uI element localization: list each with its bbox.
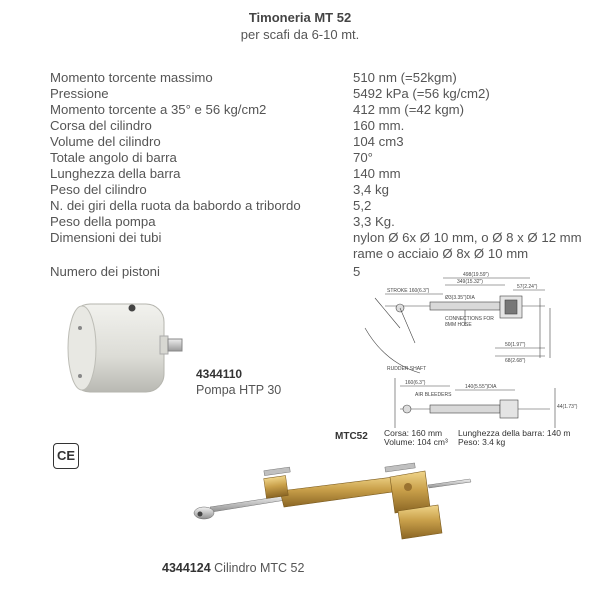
cylinder-name: Cilindro MTC 52 <box>214 561 305 575</box>
dim-height-bottom: 44(1.73") <box>557 404 578 410</box>
spec-value: 3,3 Kg. <box>353 214 395 229</box>
dim-body: 349(15.32") <box>457 279 483 285</box>
spec-row-wheel-turns <box>50 198 595 214</box>
dim-overall: 498(19.59") <box>463 272 489 278</box>
spec-value: 3,4 kg <box>353 182 389 197</box>
spec-value: 104 cm3 <box>353 134 404 149</box>
dim-height-2: 68(2.68") <box>505 358 526 364</box>
note-rudder-shaft: RUDDER SHAFT <box>387 366 427 372</box>
pump-name: Pompa HTP 30 <box>196 383 282 397</box>
spec-value: 160 mm. <box>353 118 405 133</box>
spec-table <box>50 70 595 280</box>
spec-row-tiller-length <box>50 166 595 182</box>
pump-code: 4344110 <box>196 367 243 381</box>
spec-row-pump-weight <box>50 214 595 230</box>
cylinder-image <box>180 455 480 555</box>
spec-row-pressure <box>50 86 595 102</box>
cylinder-code: 4344124 <box>162 561 211 575</box>
spec-label: Numero dei pistoni <box>50 264 160 279</box>
cylinder-caption <box>162 561 304 575</box>
dim-stroke: STROKE 160(6.3") <box>387 288 430 294</box>
spec-row-stroke <box>50 118 595 134</box>
spec-value: 5 <box>353 264 361 279</box>
spec-label: Corsa del cilindro <box>50 118 152 133</box>
page-subtitle: per scafi da 6-10 mt. <box>240 27 360 42</box>
diagram-model-label: MTC52 <box>335 431 368 442</box>
page-title: Timoneria MT 52 <box>248 10 352 25</box>
dim-height-1: 50(1.97") <box>505 342 526 348</box>
diagram-spec-stroke: Corsa: 160 mm <box>384 428 443 438</box>
spec-label: Dimensioni dei tubi <box>50 230 162 245</box>
spec-value: 5,2 <box>353 198 372 213</box>
spec-value <box>353 230 595 262</box>
diagram-spec-volume: Volume: 104 cm³ <box>384 437 448 447</box>
ce-mark-icon: CE <box>53 443 79 469</box>
dim-tiller-dia: 140(5.55")DIA <box>465 384 497 390</box>
spec-value: 140 mm <box>353 166 401 181</box>
spec-label: Lunghezza della barra <box>50 166 181 181</box>
spec-row-tube-size <box>50 230 595 262</box>
spec-label: Momento torcente massimo <box>50 70 213 85</box>
diagram-spec-weight: Peso: 3.4 kg <box>458 437 506 447</box>
spec-row-torque-35 <box>50 102 595 118</box>
spec-value-line: nylon Ø 6x Ø 10 mm, o Ø 8 x Ø 12 mm <box>353 230 582 245</box>
note-hose: 8MM HOSE <box>445 322 472 328</box>
spec-value: 5492 kPa (=56 kg/cm2) <box>353 86 490 101</box>
spec-label: Totale angolo di barra <box>50 150 177 165</box>
spec-label: Momento torcente a 35° e 56 kg/cm2 <box>50 102 267 117</box>
spec-label: Peso del cilindro <box>50 182 147 197</box>
spec-label: N. dei giri della ruota da babordo a tribordo <box>50 198 301 213</box>
spec-row-max-torque <box>50 70 595 86</box>
pump-image <box>52 298 184 398</box>
note-air-bleeders: AIR BLEEDERS <box>415 392 452 398</box>
dim-stroke-bottom: 160(6.3") <box>405 380 426 386</box>
spec-row-rudder-angle <box>50 150 595 166</box>
note-connections: CONNECTIONS FOR <box>445 316 494 322</box>
spec-label: Volume del cilindro <box>50 134 161 149</box>
spec-value-line: rame o acciaio Ø 8x Ø 10 mm <box>353 246 529 261</box>
dim-end: 57(2.24") <box>517 284 538 290</box>
spec-value: 70° <box>353 150 373 165</box>
diagram-spec-tiller: Lunghezza della barra: 140 m <box>458 428 571 438</box>
spec-label: Pressione <box>50 86 109 101</box>
spec-row-cylinder-weight <box>50 182 595 198</box>
technical-drawing <box>345 268 585 438</box>
spec-row-volume <box>50 134 595 150</box>
spec-value: 510 nm (=52kgm) <box>353 70 457 85</box>
spec-label: Peso della pompa <box>50 214 156 229</box>
dim-diameter: Ø3(3.35")DIA <box>445 295 475 301</box>
spec-value: 412 mm (=42 kgm) <box>353 102 465 117</box>
